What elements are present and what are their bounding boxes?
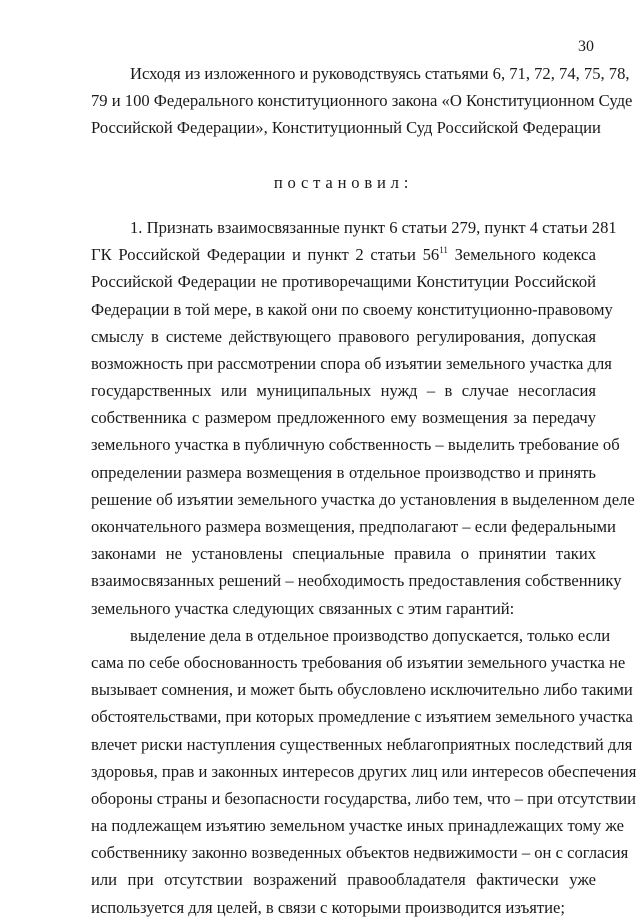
page-number: 30 [578,38,594,55]
paragraph-line: обороны страны и безопасности государства, либо тем, что – при отсутствии [91,788,636,808]
intro-line: 79 и 100 Федерального конституционного закона «О Конституционном Суде [91,91,633,111]
intro-line: Российской Федерации», Конституционный Суд Российской Федерации [91,118,601,138]
paragraph-line: 1. Признать взаимосвязанные пункт 6 статьи 279, пункт 4 статьи 281 [130,217,617,237]
resolution-heading: постановил: [273,172,414,192]
paragraph-line: на подлежащем изъятию земельном участке иных принадлежащих тому же [91,816,625,836]
paragraph-line: влечет риски наступления существенных неблагоприятных последствий для [91,734,633,754]
paragraph-line: взаимосвязанных решений – необходимость предоставления собственнику [91,571,622,591]
paragraph-line: обстоятельствами, при которых промедление с изъятием земельного участка [91,707,633,727]
paragraph-line: окончательного размера возмещения, предполагают – если федеральными [91,517,616,536]
paragraph-line: сама по себе обоснованность требования об изъятии земельного участка не [91,652,626,672]
paragraph-line: смыслу в системе действующего правового регулирования, допуская [91,326,596,346]
paragraph-line: используется для целей, в связи с которыми производится изъятие; [91,897,566,917]
paragraph-line: земельного участка в публичную собственность – выделить требование об [91,435,620,455]
paragraph-line: решение об изъятии земельного участка до установления в выделенном деле [91,489,635,509]
paragraph-line: здоровья, прав и законных интересов других лиц или интересов обеспечения [91,761,637,781]
paragraph-line: законами не установлены специальные правила о принятии таких [91,544,596,564]
superscript: 11 [439,245,448,256]
paragraph-line: земельного участка следующих связанных с этим гарантий: [91,598,515,618]
paragraph-line: собственнику законно возведенных объектов недвижимости – он с согласия [91,843,629,863]
paragraph-line: собственника с размером предложенного ему возмещения за передачу [91,408,596,428]
paragraph-line [91,241,596,268]
paragraph-line: возможность при рассмотрении спора об изъятии земельного участка для [91,353,612,373]
paragraph-line: выделение дела в отдельное производство допускается, только если [130,625,611,645]
paragraph-line: Российской Федерации не противоречащими Конституции Российской [91,272,596,292]
paragraph-line: государственных или муниципальных нужд – в случае несогласия [91,381,596,401]
text-span: ГК Российской Федерации и пункт 2 статьи 56 [91,245,440,265]
text-span: Земельного кодекса [447,245,596,265]
intro-line: Исходя из изложенного и руководствуясь статьями 6, 71, 72, 74, 75, 78, [130,64,630,83]
paragraph-line: Федерации в той мере, в какой они по своему конституционно-правовому [91,299,613,319]
document-body [91,60,637,921]
paragraph-line: или при отсутствии возражений правообладателя фактически уже [91,870,596,890]
paragraph-line: определении размера возмещения в отдельное производство и принять [91,462,596,482]
paragraph-line: вызывает сомнения, и может быть обусловлено исключительно либо такими [91,680,633,700]
